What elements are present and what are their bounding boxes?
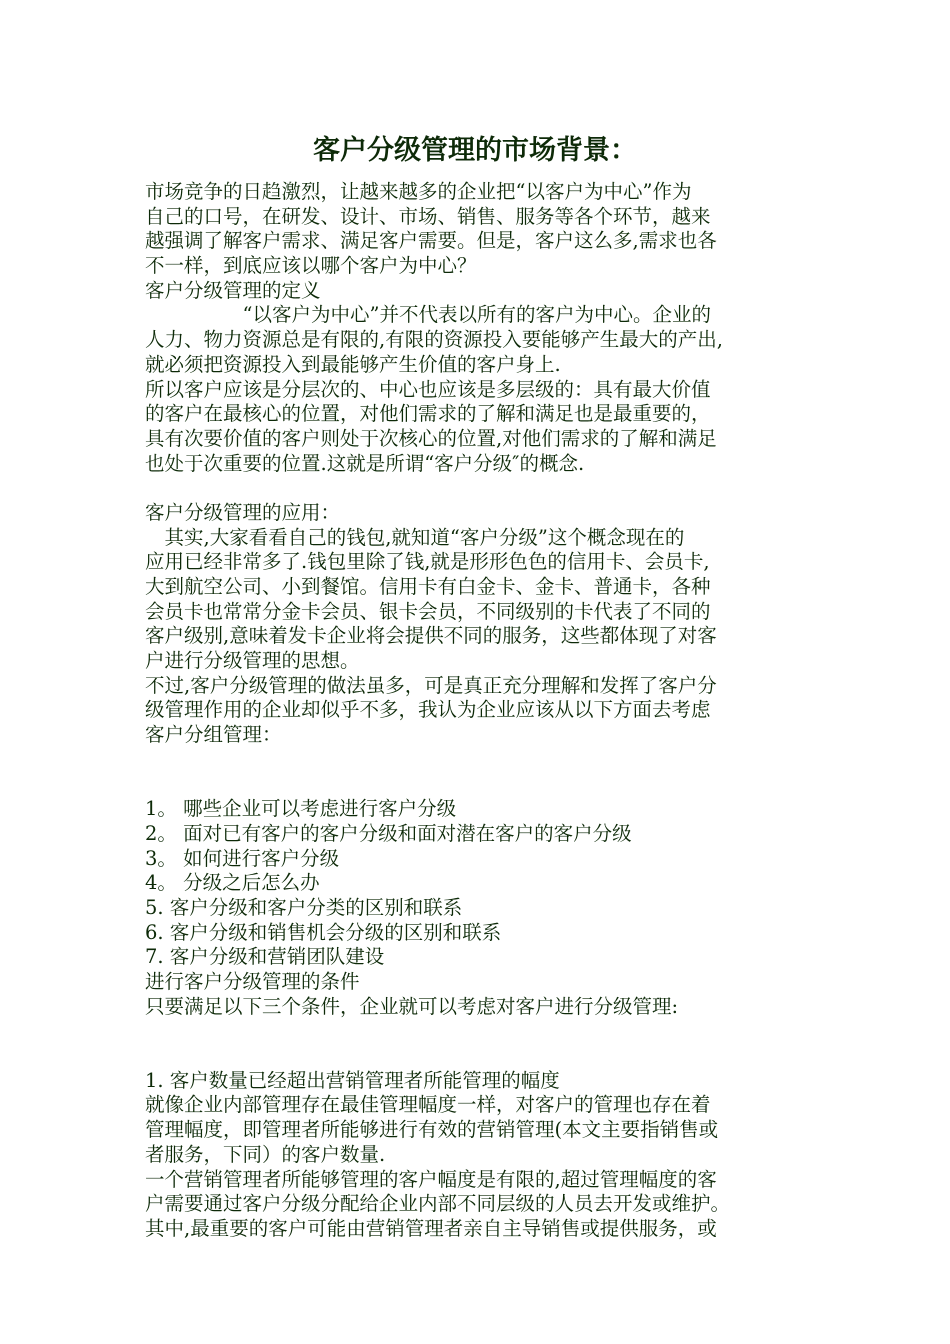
text-line: 会员卡也常常分金卡会员、银卡会员，不同级别的卡代表了不同的 [145, 599, 711, 623]
blank-line [145, 748, 810, 773]
text-line: 越强调了解客户需求、满足客户需要。但是，客户这么多,需求也各 [145, 229, 717, 253]
text-line: 户进行分级管理的思想。 [145, 649, 360, 673]
text-line: 具有次要价值的客户则处于次核心的位置,对他们需求的了解和满足 [145, 426, 717, 450]
text-line: 就像企业内部管理存在最佳管理幅度一样，对客户的管理也存在着 [145, 1093, 711, 1117]
blank-line [145, 1019, 810, 1044]
text-line: 一个营销管理者所能够管理的客户幅度是有限的,超过管理幅度的客 [145, 1167, 717, 1191]
document-body [145, 180, 810, 1242]
text-line: 4。 分级之后怎么办 [145, 871, 320, 895]
text-line: 客户级别,意味着发卡企业将会提供不同的服务，这些都体现了对客 [145, 624, 717, 648]
text-line: 5. 客户分级和客户分类的区别和联系 [145, 895, 463, 919]
text-line: 者服务，下同）的客户数量. [145, 1142, 386, 1166]
text-line: 其中,最重要的客户可能由营销管理者亲自主导销售或提供服务，或 [145, 1216, 717, 1240]
text-line: 不一样，到底应该以哪个客户为中心？ [145, 254, 477, 278]
text-line: 所以客户应该是分层次的、中心也应该是多层级的：具有最大价值 [145, 377, 711, 401]
blank-line [145, 1044, 810, 1069]
text-line: 应用已经非常多了.钱包里除了钱,就是形形色色的信用卡、会员卡, [145, 550, 710, 574]
text-line: 就必须把资源投入到最能够产生价值的客户身上. [145, 352, 561, 376]
text-line: 客户分级管理的定义 [145, 278, 321, 302]
text-line: 级管理作用的企业却似乎不多，我认为企业应该从以下方面去考虑 [145, 698, 711, 722]
blank-line [145, 773, 810, 798]
text-line: 人力、物力资源总是有限的,有限的资源投入要能够产生最大的产出, [145, 328, 723, 352]
text-line: 只要满足以下三个条件，企业就可以考虑对客户进行分级管理: [145, 994, 679, 1018]
blank-line [145, 476, 810, 501]
text-line: 自己的口号，在研发、设计、市场、销售、服务等各个环节，越来 [145, 204, 711, 228]
text-line: 的客户在最核心的位置，对他们需求的了解和满足也是最重要的， [145, 402, 711, 426]
text-line: 管理幅度，即管理者所能够进行有效的营销管理(本文主要指销售或 [145, 1118, 719, 1142]
text-line: 6. 客户分级和销售机会分级的区别和联系 [145, 920, 502, 944]
text-line: 客户分级管理的应用： [145, 500, 341, 524]
text-line: 2。 面对已有客户的客户分级和面对潜在客户的客户分级 [145, 821, 632, 845]
text-line: 1。 哪些企业可以考虑进行客户分级 [145, 797, 457, 821]
text-line: 7. 客户分级和营销团队建设 [145, 945, 385, 969]
text-line: 户需要通过客户分级分配给企业内部不同层级的人员去开发或维护。 [145, 1192, 731, 1216]
text-line: 不过,客户分级管理的做法虽多，可是真正充分理解和发挥了客户分 [145, 673, 717, 697]
text-line: 客户分组管理： [145, 723, 282, 747]
text-line: 3。 如何进行客户分级 [145, 846, 340, 870]
text-line: 也处于次重要的位置.这就是所谓“客户分级″的概念. [145, 451, 585, 475]
text-line: 市场竞争的日趋激烈，让越来越多的企业把“以客户为中心”作为 [145, 180, 692, 203]
text-line: 其实,大家看看自己的钱包,就知道“客户分级”这个概念现在的 [145, 525, 685, 549]
text-line: 进行客户分级管理的条件 [145, 970, 360, 993]
text-line: 大到航空公司、小到餐馆。信用卡有白金卡、金卡、普通卡，各种 [145, 575, 711, 598]
text-line: 1. 客户数量已经超出营销管理者所能管理的幅度 [145, 1068, 560, 1092]
page-title: 客户分级管理的市场背景： [313, 135, 637, 166]
text-line: “以客户为中心”并不代表以所有的客户为中心。企业的 [145, 303, 711, 327]
